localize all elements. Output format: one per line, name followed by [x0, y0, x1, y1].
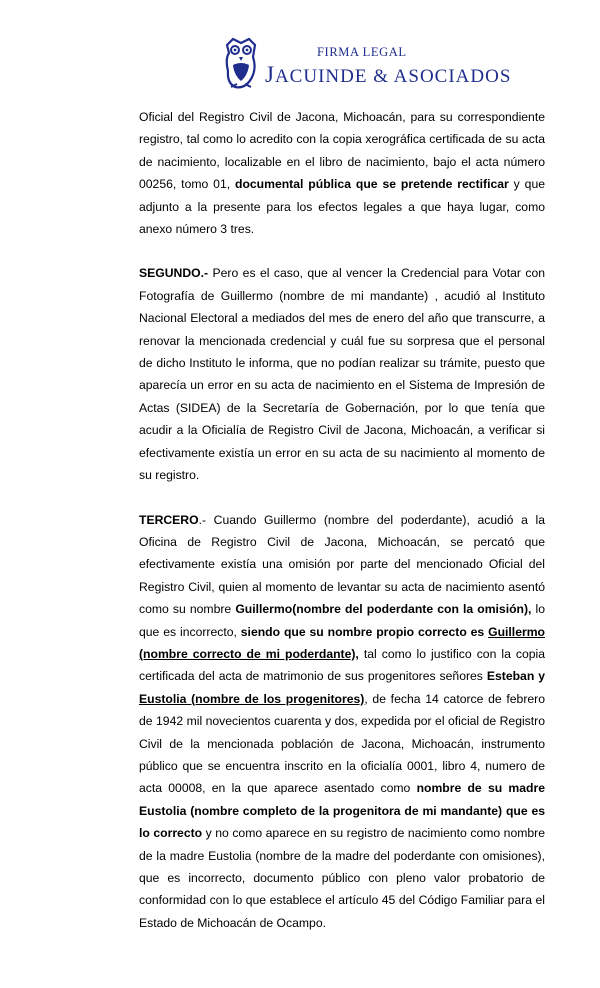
text-run: lo que es incorrecto,: [139, 602, 546, 639]
firm-tagline: FIRMA LEGAL: [317, 45, 407, 59]
bold-run: siendo que su nombre propio correcto es: [240, 624, 489, 639]
firm-name-rest: ACUINDE & ASOCIADOS: [274, 66, 512, 87]
bold-run: documental pública que se pretende rectificar: [235, 177, 509, 192]
text-run: .- Cuando Guillermo (nombre del poderdante), acudió a la Oficina de Registro Civil de Jacona, Michoacán, se percató que efectivamente existía una omisión por parte del mencionado Oficial del Registro Civil, quien al momento de levantar su acta de nacimiento asentó como su nombre: [139, 512, 545, 617]
paragraph-primero-continuation: [139, 106, 545, 240]
text-run: Oficial del Registro Civil de Jacona, Michoacán, para su correspondiente registro, tal como lo acredito con la copia xerográfica certificada de su acta de nacimiento, localizable en el libro de nacimiento, bajo el acta número 00256, tomo 01,: [139, 110, 545, 192]
owl-logo-icon: [221, 35, 261, 91]
bold-underlined-run: Eustolia (nombre de los progenitores): [139, 691, 365, 706]
bold-run: nombre de su madre Eustolia (nombre completo de la progenitora de mi mandante) que es lo correcto: [139, 781, 545, 841]
bold-run: Guillermo(nombre del poderdante con la omisión),: [235, 602, 532, 617]
letterhead: [221, 35, 511, 93]
paragraph-segundo: [139, 262, 545, 486]
bold-underlined-run: Guillermo (nombre correcto de mi poderdante),: [139, 624, 545, 661]
firm-name-initial: J: [265, 62, 275, 87]
section-heading-segundo: SEGUNDO.-: [139, 266, 209, 281]
section-heading-tercero: TERCERO: [139, 512, 199, 527]
text-run: tal como lo justifico con la copia certificada del acta de matrimonio de sus progenitores señores: [139, 646, 545, 684]
bold-run: Esteban y: [486, 669, 545, 684]
text-run: y que adjunto a la presente para los efectos legales a que haya lugar, como anexo número 3 tres.: [139, 177, 545, 237]
firm-name: [265, 62, 511, 88]
text-run: , de fecha 14 catorce de febrero de 1942 mil novecientos cuarenta y dos, expedida por el oficial de Registro Civil de la mencionada población de Jacona, Michoacán, instrumento público que se encuentra inscrito en la oficialía 0001, libro 4, numero de acta 00008, en la que aparece asentado como: [139, 691, 545, 796]
paragraph-tercero: [139, 509, 545, 935]
text-run: Pero es el caso, que al vencer la Credencial para Votar con Fotografía de Guillermo (nombre de mi mandante) , acudió al Instituto Nacional Electoral a mediados del mes de enero del año que transcurre, a renovar la mencionada credencial y cuál fue su sorpresa que el personal de dicho Instituto le informa, que no podían realizar su trámite, puesto que aparecía un error en su acta de nacimiento en el Sistema de Impresión de Actas (SIDEA) de la Secretaría de Gobernación, por lo que tenía que acudir a la Oficialía de Registro Civil de Jacona, Michoacán, a verificar si efectivamente existía un error en su acta de su nacimiento al momento de su registro.: [139, 266, 545, 483]
text-run: y no como aparece en su registro de nacimiento como nombre de la madre Eustolia (nombre de la madre del poderdante con omisiones), que es incorrecto, documento público con pleno valor probatorio de conformidad con lo que establece el artículo 45 del Código Familiar para el Estado de Michoacán de Ocampo.: [139, 826, 545, 930]
document-body: [139, 106, 545, 934]
